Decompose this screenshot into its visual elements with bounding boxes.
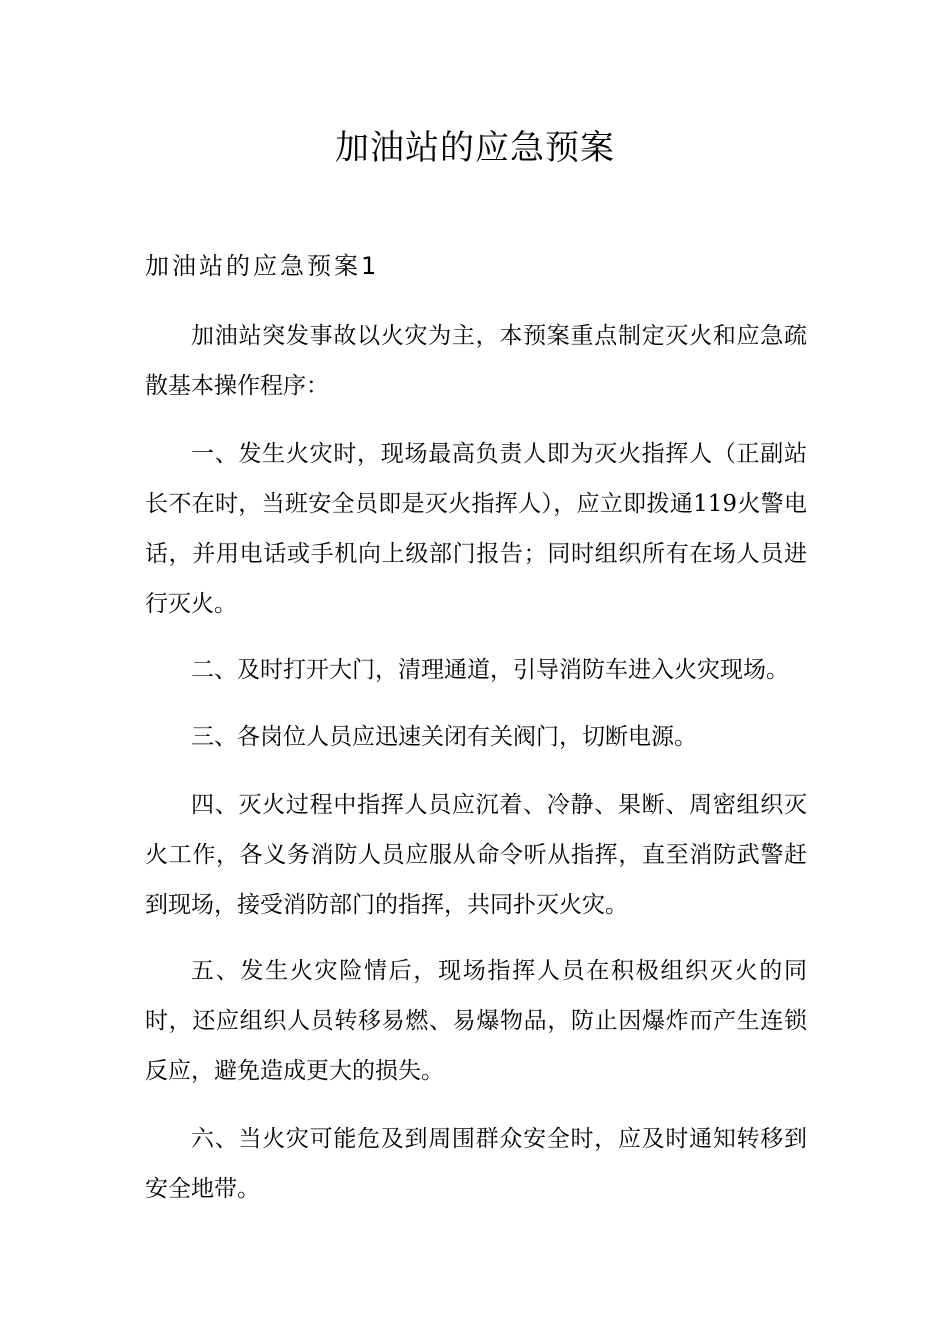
paragraph-step-1: 一、发生火灾时，现场最高负责人即为灭火指挥人（正副站长不在时，当班安全员即是灭火指挥人），应立即拨通119火警电话，并用电话或手机向上级部门报告；同时组织所有在场人员进行灭火。	[145, 441, 807, 617]
page-title: 加油站的应急预案	[335, 128, 615, 168]
paragraph-step-4: 四、灭火过程中指挥人员应沉着、冷静、果断、周密组织灭火工作，各义务消防人员应服从命令听从指挥，直至消防武警赶到现场，接受消防部门的指挥，共同扑灭火灾。	[145, 792, 807, 918]
paragraph-step-2: 二、及时打开大门，清理通道，引导消防车进入火灾现场。	[191, 657, 789, 683]
section-heading: 加油站的应急预案1	[145, 252, 380, 280]
paragraph-step-6: 六、当火灾可能危及到周围群众安全时，应及时通知转移到安全地带。	[145, 1126, 807, 1202]
paragraph-step-3: 三、各岗位人员应迅速关闭有关阀门，切断电源。	[191, 724, 697, 750]
paragraph-intro: 加油站突发事故以火灾为主，本预案重点制定灭火和应急疏散基本操作程序：	[145, 323, 807, 399]
paragraph-step-5: 五、发生火灾险情后，现场指挥人员在积极组织灭火的同时，还应组织人员转移易燃、易爆物品，防止因爆炸而产生连锁反应，避免造成更大的损失。	[145, 958, 807, 1084]
